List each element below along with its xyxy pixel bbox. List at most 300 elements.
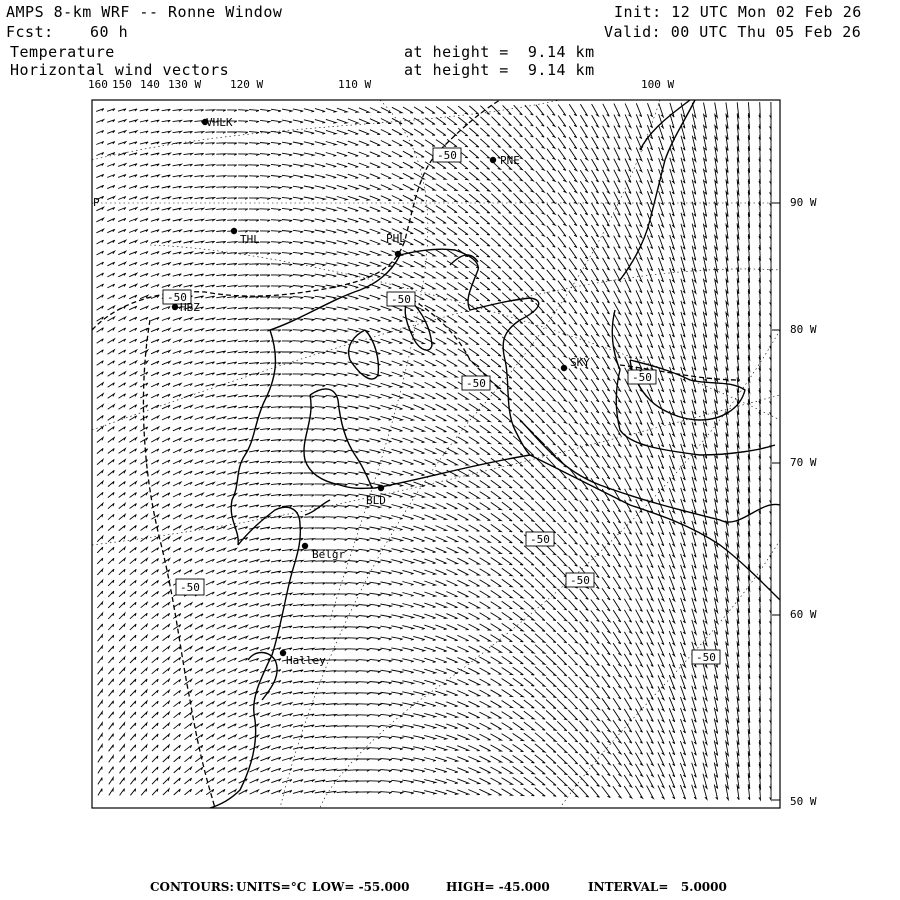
wind-vector [162, 252, 170, 255]
wind-vector [162, 241, 170, 243]
wind-vector [369, 693, 380, 695]
wind-vector [446, 724, 457, 729]
wind-vector [358, 704, 369, 706]
wind-vector [271, 198, 281, 200]
wind-vector [271, 209, 281, 211]
wind-vector [107, 196, 114, 199]
wind-vector [205, 285, 214, 287]
wind-vector [206, 362, 215, 364]
wind-vector [282, 308, 292, 310]
wind-vector [293, 109, 303, 112]
wind-vector [162, 208, 171, 210]
wind-vector [293, 330, 303, 332]
wind-vector [403, 460, 414, 464]
wind-vector [205, 263, 214, 265]
wind-vector [591, 721, 600, 732]
wind-vector [195, 373, 204, 376]
wind-vector [249, 341, 259, 343]
wind-vector [524, 469, 534, 478]
wind-vector [205, 176, 214, 178]
wind-vector [435, 647, 446, 652]
wind-vector [249, 308, 259, 310]
wind-vector [469, 437, 479, 444]
wind-vector [569, 457, 578, 468]
wind-vector [282, 363, 292, 364]
wind-vector [119, 712, 124, 718]
wind-vector [391, 725, 402, 728]
wind-vector [326, 429, 337, 431]
wind-vector [173, 340, 181, 343]
wind-vector [603, 115, 610, 127]
wind-vector [435, 614, 446, 619]
wind-vector [195, 767, 202, 772]
wind-vector [502, 436, 512, 444]
wind-vector [547, 413, 556, 423]
wind-vector [370, 538, 381, 541]
wind-vector [260, 417, 270, 419]
wind-vector [436, 448, 447, 453]
wind-vector [173, 109, 182, 111]
wind-vector [502, 480, 512, 488]
wind-vector [458, 183, 468, 190]
wind-vector [293, 736, 303, 738]
wind-vector [141, 580, 148, 585]
wind-vector [558, 512, 567, 522]
wind-vector [513, 579, 523, 587]
wind-vector [591, 688, 600, 699]
wind-vector [425, 427, 436, 432]
wind-vector [205, 296, 214, 298]
wind-vector [282, 142, 292, 145]
wind-vector [391, 560, 402, 564]
wind-vector [469, 635, 480, 641]
wind-vector [392, 438, 403, 442]
wind-vector [469, 150, 479, 158]
wind-vector [238, 571, 247, 574]
wind-vector [524, 579, 534, 587]
wind-vector [413, 614, 424, 618]
wind-vector [130, 449, 137, 454]
wind-vector [469, 393, 479, 400]
wind-vector [591, 445, 599, 456]
wind-vector [513, 480, 523, 488]
wind-vector [381, 141, 391, 146]
wind-vector [96, 120, 103, 123]
wind-vector [304, 109, 314, 112]
wind-vector [151, 197, 159, 199]
wind-vector [647, 654, 653, 667]
wind-vector [162, 592, 169, 597]
wind-vector [636, 566, 643, 579]
wind-vector [174, 723, 181, 729]
wind-vector [436, 140, 446, 147]
wind-vector [119, 657, 125, 663]
wind-vector [271, 396, 281, 398]
wind-vector [524, 336, 533, 345]
wind-vector [326, 627, 337, 629]
wind-vector [580, 457, 588, 468]
wind-vector [636, 720, 643, 733]
wind-vector [547, 270, 556, 280]
wind-vector [141, 756, 147, 762]
wind-vector [636, 401, 642, 414]
wind-vector [140, 317, 148, 320]
wind-vector [435, 790, 447, 794]
wind-vector [436, 272, 446, 278]
wind-vector [558, 391, 567, 401]
wind-vector [547, 402, 556, 412]
wind-vector [458, 117, 468, 125]
wind-vector [260, 779, 269, 783]
wind-vector [569, 622, 578, 632]
wind-vector [98, 734, 102, 741]
wind-vector [513, 392, 523, 401]
wind-vector [282, 164, 292, 167]
wind-vector [625, 236, 631, 249]
wind-vector [96, 174, 103, 177]
wind-vector [249, 560, 258, 563]
wind-vector [413, 736, 424, 739]
wind-vector [206, 724, 214, 729]
wind-vector [260, 582, 270, 584]
wind-vector [173, 208, 182, 210]
wind-vector [591, 588, 599, 599]
wind-vector [424, 614, 435, 618]
wind-vector [216, 373, 225, 375]
wind-vector [458, 139, 468, 147]
wind-vector [184, 153, 193, 155]
wind-vector [249, 363, 259, 365]
wind-vector [140, 372, 148, 376]
wind-vector [535, 446, 544, 455]
wind-vector [227, 307, 236, 309]
wind-vector [381, 196, 391, 201]
wind-vector [162, 153, 171, 155]
wind-vector [206, 669, 214, 674]
wind-vector [260, 120, 270, 122]
wind-vector [249, 582, 258, 585]
wind-vector [591, 302, 598, 314]
wind-vector [173, 548, 181, 552]
wind-vector [491, 128, 500, 137]
wind-vector [614, 236, 621, 249]
wind-vector [151, 153, 159, 155]
wind-vector [369, 648, 380, 650]
wind-vector [458, 514, 469, 520]
wind-vector [447, 117, 457, 124]
wind-vector [413, 515, 424, 519]
wind-vector [536, 138, 544, 148]
wind-vector [119, 569, 125, 575]
wind-vector [535, 424, 544, 433]
wind-vector [536, 105, 544, 115]
wind-vector [425, 217, 435, 223]
wind-vector [569, 336, 577, 347]
wind-vector [436, 537, 447, 542]
wind-vector [647, 731, 654, 744]
wind-vector [120, 778, 125, 785]
wind-vector [282, 429, 292, 431]
wind-vector [636, 588, 643, 601]
wind-vector [216, 220, 225, 222]
wind-vector [602, 775, 610, 786]
wind-vector [381, 405, 392, 409]
wind-vector [151, 274, 159, 277]
wind-vector [163, 745, 169, 751]
wind-vector [249, 176, 259, 178]
wind-vector [326, 528, 337, 530]
wind-vector [282, 131, 292, 134]
wind-vector [414, 493, 425, 498]
wind-vector [249, 352, 259, 354]
wind-vector [348, 263, 359, 267]
wind-vector [469, 238, 479, 246]
wind-vector [602, 599, 610, 611]
wind-vector [195, 186, 204, 188]
wind-vector [326, 130, 336, 134]
wind-vector [425, 338, 436, 344]
wind-vector [425, 482, 436, 487]
wind-vector [468, 723, 479, 728]
wind-vector [163, 734, 170, 740]
wind-vector [238, 340, 248, 342]
wind-vector [173, 197, 182, 199]
wind-vector [557, 721, 567, 730]
wind-vector [108, 668, 113, 674]
wind-vector [480, 216, 490, 224]
wind-vector [402, 692, 413, 695]
wind-vector [173, 482, 181, 486]
wind-vector [480, 624, 491, 630]
wind-vector [260, 593, 270, 595]
wind-vector [337, 791, 348, 793]
wind-vector [547, 347, 556, 357]
wind-vector [359, 351, 370, 355]
wind-vector [315, 780, 325, 782]
wind-vector [535, 601, 545, 610]
wind-vector [337, 671, 348, 673]
wind-vector [304, 451, 314, 453]
wind-vector [326, 197, 336, 200]
wind-vector [173, 361, 181, 364]
wind-vector [337, 230, 348, 234]
contour-label: -50 [570, 574, 590, 587]
wind-vector [381, 284, 392, 288]
wind-vector [358, 737, 369, 739]
wind-vector [271, 253, 281, 255]
wind-vector [260, 165, 270, 167]
wind-vector [591, 633, 599, 644]
wind-vector [568, 655, 577, 665]
wind-vector [129, 208, 137, 211]
wind-vector [97, 514, 103, 520]
wind-vector [195, 197, 204, 199]
wind-vector [228, 636, 237, 640]
wind-vector [591, 710, 600, 721]
wind-vector [546, 777, 556, 786]
wind-vector [282, 582, 292, 584]
wind-vector [227, 187, 237, 189]
wind-vector [152, 635, 159, 640]
wind-vector [249, 505, 259, 507]
wind-vector [195, 537, 203, 541]
wind-vector [195, 263, 204, 265]
wind-vector [425, 118, 435, 125]
wind-vector [184, 263, 193, 265]
wind-vector [359, 538, 370, 541]
wind-vector [206, 373, 215, 375]
wind-vector [414, 405, 425, 410]
wind-vector [513, 359, 523, 368]
wind-vector [173, 515, 181, 519]
wind-vector [282, 109, 292, 112]
wind-vector [205, 241, 214, 243]
wind-vector [119, 613, 125, 619]
wind-vector [580, 501, 588, 512]
wind-vector [260, 757, 269, 761]
wind-vector [569, 479, 578, 490]
wind-vector [206, 417, 215, 420]
wind-vector [315, 263, 325, 266]
wind-vector [447, 228, 457, 235]
wind-vector [271, 549, 281, 551]
wind-vector [217, 505, 226, 508]
wind-vector [217, 680, 225, 684]
wind-vector [163, 767, 169, 773]
wind-vector [391, 637, 402, 640]
wind-vector [162, 537, 169, 542]
wind-vector [424, 537, 435, 542]
wind-vector [568, 732, 577, 742]
wind-vector [348, 185, 358, 189]
wind-vector [591, 346, 599, 358]
wind-vector [185, 756, 192, 762]
top-axis-label: 150 [112, 78, 132, 91]
wind-vector [402, 659, 413, 662]
wind-vector [391, 791, 402, 793]
wind-vector [162, 559, 169, 564]
wind-vector [547, 116, 555, 127]
wind-vector [163, 690, 170, 696]
wind-vector [129, 361, 136, 365]
graticule-line [92, 100, 560, 160]
wind-vector [130, 602, 136, 608]
wind-vector [293, 484, 303, 486]
wind-vector [613, 577, 621, 589]
wind-vector [260, 385, 270, 387]
wind-vector [216, 154, 225, 156]
wind-vector [109, 701, 114, 707]
wind-vector [108, 361, 115, 365]
wind-vector [282, 484, 292, 486]
wind-vector [569, 325, 577, 336]
wind-vector [436, 206, 446, 213]
wind-vector [391, 604, 402, 607]
wind-vector [569, 225, 577, 236]
wind-vector [414, 151, 424, 157]
wind-vector [480, 414, 490, 421]
wind-vector [391, 648, 402, 651]
wind-vector [326, 351, 337, 354]
wind-vector [293, 252, 303, 254]
wind-vector [108, 536, 114, 542]
wind-vector [624, 577, 631, 589]
wind-vector [238, 319, 248, 321]
wind-vector [647, 698, 654, 711]
wind-vector [569, 435, 577, 446]
wind-vector [227, 275, 237, 277]
coastline [210, 100, 780, 808]
wind-vector [513, 535, 523, 543]
wind-vector [580, 490, 588, 501]
wind-vector [469, 514, 480, 520]
wind-vector [119, 427, 126, 432]
wind-vector [469, 216, 479, 224]
wind-vector [337, 715, 348, 717]
wind-vector [580, 534, 588, 545]
wind-vector [282, 385, 292, 387]
wind-vector [413, 659, 424, 663]
wind-vector [569, 424, 577, 435]
wind-vector [293, 363, 303, 365]
wind-vector [293, 571, 303, 573]
wind-vector [130, 438, 137, 443]
wind-vector [227, 494, 236, 497]
wind-vector [580, 390, 588, 401]
wind-vector [491, 480, 501, 487]
wind-vector [480, 591, 491, 597]
wind-vector [502, 447, 512, 455]
wind-vector [558, 380, 567, 390]
wind-vector [602, 335, 609, 347]
station-marker [561, 365, 567, 371]
wind-vector [348, 152, 358, 156]
wind-vector [184, 427, 192, 430]
wind-vector [216, 274, 225, 276]
wind-vector [109, 756, 114, 763]
wind-vector [249, 472, 259, 474]
wind-vector [603, 159, 610, 171]
wind-vector [591, 258, 598, 270]
wind-vector [337, 616, 348, 618]
wind-vector [228, 691, 237, 695]
wind-vector [348, 141, 358, 145]
wind-vector [152, 778, 158, 784]
wind-vector [97, 306, 104, 310]
wind-vector [458, 272, 468, 279]
wind-vector [636, 511, 643, 524]
wind-vector [403, 129, 413, 135]
wind-vector [206, 428, 215, 431]
wind-vector [613, 544, 620, 556]
wind-vector [502, 679, 513, 686]
wind-vector [304, 605, 314, 607]
wind-vector [457, 691, 468, 696]
wind-vector [304, 319, 314, 321]
wind-vector [304, 626, 314, 628]
wind-vector [447, 283, 457, 290]
wind-vector [369, 637, 380, 640]
wind-vector [536, 281, 545, 291]
wind-vector [491, 403, 501, 411]
wind-vector [129, 251, 137, 254]
wind-vector [184, 285, 193, 287]
wind-vector [130, 679, 136, 685]
wind-vector [502, 293, 512, 302]
wind-vector [217, 713, 225, 718]
wind-vector [602, 654, 610, 665]
wind-vector [118, 295, 125, 299]
